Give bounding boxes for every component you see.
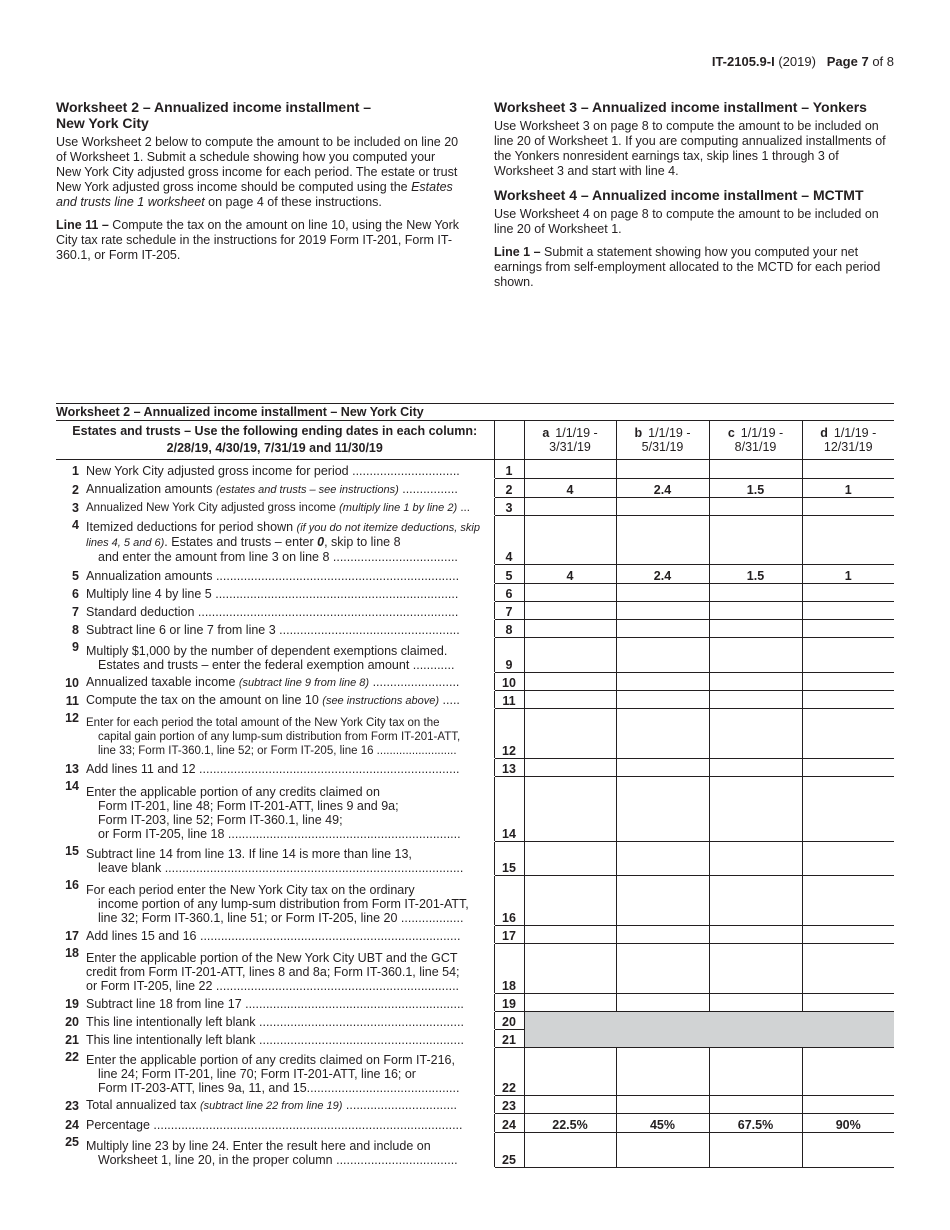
cell-b[interactable] [616,672,709,690]
cell-c[interactable] [709,459,802,478]
cell-b[interactable] [616,708,709,758]
cell-c[interactable] [709,601,802,619]
cell-d[interactable] [802,758,894,776]
cell-a[interactable] [524,459,616,478]
cell-a: 4 [524,478,616,497]
cell-a[interactable] [524,515,616,564]
line1-instruction: Line 1 – Submit a statement showing how you computed your net earnings from self-employment allocated to the MCTD for each period shown. [494,245,881,289]
line-box-number: 20 [494,1011,524,1029]
line-box-number: 8 [494,619,524,637]
cell-c[interactable] [709,583,802,601]
line-number: 12 [56,708,86,758]
table-row [56,943,894,993]
line-box-number: 22 [494,1047,524,1095]
ws4-paragraph: Use Worksheet 4 on page 8 to compute the amount to be included on line 20 of Worksheet 1. [494,207,879,236]
cell-a[interactable] [524,1132,616,1167]
cell-a[interactable] [524,925,616,943]
cell-a[interactable] [524,708,616,758]
cell-b[interactable] [616,459,709,478]
line-box-number: 6 [494,583,524,601]
cell-a[interactable] [524,776,616,841]
cell-a: 22.5% [524,1113,616,1132]
cell-c: 1.5 [709,478,802,497]
cell-b[interactable] [616,943,709,993]
cell-d[interactable] [802,875,894,925]
line-description: Multiply $1,000 by the number of dependent exemptions claimed. Estates and trusts – enter the federal exemption amount ............ [86,637,494,672]
cell-a[interactable] [524,841,616,875]
line-number: 6 [56,583,86,601]
cell-c[interactable] [709,690,802,708]
table-row [56,708,894,758]
cell-d[interactable] [802,993,894,1011]
table-row [56,841,894,875]
line-description: Compute the tax on the amount on line 10 (see instructions above) ..... [86,690,494,708]
cell-b: 2.4 [616,564,709,583]
cell-a[interactable] [524,875,616,925]
line-box-number: 1 [494,459,524,478]
ws3-paragraph: Use Worksheet 3 on page 8 to compute the amount to be included on line 20 of Worksheet 1. If you are computing annualized installments of the Yonkers nonresident earnings tax, skip lines 1 through 3 of Worksheet 3 and start with line 4. [494,119,886,178]
table-row [56,497,894,515]
line-description: Add lines 11 and 12 ........................................................................... [86,758,494,776]
line-description: Standard deduction ........................................................................... [86,601,494,619]
line-box-number: 24 [494,1113,524,1132]
table-row [56,776,894,841]
line-description: New York City adjusted gross income for period ............................... [86,459,494,478]
line-description: Annualization amounts ...................................................................... [86,564,494,583]
cell-d[interactable] [802,583,894,601]
line-number: 14 [56,776,86,841]
line-number: 5 [56,564,86,583]
line-box-number: 2 [494,478,524,497]
line-number: 10 [56,672,86,690]
cell-d: 1 [802,478,894,497]
line-number: 23 [56,1095,86,1113]
line-description: For each period enter the New York City tax on the ordinary income portion of any lump-sum distribution from Form IT-201-ATT, line 32; Form IT-360.1, line 51; or Form IT-205, line 20 .................. [86,875,494,925]
cell-a[interactable] [524,1095,616,1113]
line11-instruction: Line 11 – Compute the tax on the amount on line 10, using the New York City tax rate schedule in the instructions for 2019 Form IT-201, Form IT-360.1, or Form IT-205. [56,218,460,262]
line-box-number: 23 [494,1095,524,1113]
cell-a[interactable] [524,993,616,1011]
line-number: 18 [56,943,86,993]
cell-b[interactable] [616,497,709,515]
table-row [56,993,894,1011]
cell-d[interactable] [802,515,894,564]
line-box-number: 11 [494,690,524,708]
cell-b: 45% [616,1113,709,1132]
line-description: Subtract line 18 from line 17 ............................................................... [86,993,494,1011]
table-row [56,515,894,564]
table-row [56,925,894,943]
line-number: 3 [56,497,86,515]
right-instructions [494,99,894,298]
table-row [56,478,894,497]
table-row [56,619,894,637]
cell-c[interactable] [709,672,802,690]
cell-a[interactable] [524,1047,616,1095]
table-row [56,758,894,776]
cell-c[interactable] [709,1095,802,1113]
line-number: 7 [56,601,86,619]
column-c-header: c 1/1/19 - 8/31/19 [709,421,802,459]
cell-b[interactable] [616,601,709,619]
table-row [56,1047,894,1095]
table-row [56,690,894,708]
line-box-number: 14 [494,776,524,841]
cell-b[interactable] [616,1047,709,1095]
cell-d[interactable] [802,459,894,478]
estates-trusts-header: Estates and trusts – Use the following ending dates in each column: 2/28/19, 4/30/19, 7/31/19 and 11/30/19 [56,421,494,459]
line-description: Itemized deductions for period shown (if you do not itemize deductions, skip lines 4, 5 and 6). Estates and trusts – enter 0, skip to line 8 and enter the amount from line 3 on line 8 .................................... [86,515,494,564]
line-description: Subtract line 14 from line 13. If line 14 is more than line 13, leave blank ...................................................................................... [86,841,494,875]
line-box-number: 7 [494,601,524,619]
line-number: 4 [56,515,86,564]
line-number: 8 [56,619,86,637]
cell-a[interactable] [524,619,616,637]
column-d-header: d 1/1/19 - 12/31/19 [802,421,894,459]
page-header [712,54,894,69]
line-box-number: 16 [494,875,524,925]
cell-c[interactable] [709,841,802,875]
cell-b[interactable] [616,619,709,637]
cell-b[interactable] [616,1132,709,1167]
cell-c[interactable] [709,875,802,925]
shaded-blank-area [524,1011,894,1029]
cell-c: 1.5 [709,564,802,583]
cell-d[interactable] [802,690,894,708]
cell-d[interactable] [802,672,894,690]
form-year: (2019) [778,54,816,69]
line-description: Enter the applicable portion of the New York City UBT and the GCT credit from Form IT-201-ATT, lines 8 and 8a; Form IT-360.1, line 54; or Form IT-205, line 22 ...................................................................... [86,943,494,993]
column-b-header: b 1/1/19 - 5/31/19 [616,421,709,459]
line-box-number: 13 [494,758,524,776]
line-number: 15 [56,841,86,875]
cell-a[interactable] [524,497,616,515]
line-description: Enter for each period the total amount of the New York City tax on the capital gain portion of any lump-sum distribution from Form IT-201-ATT, line 33; Form IT-360.1, line 52; or Form IT-205, line 16 ......................... [86,708,494,758]
line-box-number: 17 [494,925,524,943]
line-description: Annualized taxable income (subtract line 9 from line 8) ......................... [86,672,494,690]
cell-b[interactable] [616,1095,709,1113]
cell-b[interactable] [616,758,709,776]
cell-d[interactable] [802,708,894,758]
cell-d[interactable] [802,601,894,619]
line-number: 19 [56,993,86,1011]
table-row [56,564,894,583]
cell-d[interactable] [802,925,894,943]
cell-c[interactable] [709,776,802,841]
table-row [56,1011,894,1029]
line-description: Enter the applicable portion of any credits claimed on Form IT-216, line 24; Form IT-201, line 70; Form IT-201-ATT, line 16; or Form IT-203-ATT, lines 9a, 11, and 15............................................ [86,1047,494,1095]
table-row [56,459,894,478]
table-row [56,583,894,601]
line-description: This line intentionally left blank ........................................................... [86,1011,494,1029]
shaded-blank-area [524,1029,894,1047]
cell-c[interactable] [709,637,802,672]
line-number: 17 [56,925,86,943]
line-description: Total annualized tax (subtract line 22 from line 19) ................................ [86,1095,494,1113]
line-number: 13 [56,758,86,776]
cell-b[interactable] [616,515,709,564]
cell-a[interactable] [524,637,616,672]
table-row [56,601,894,619]
cell-b[interactable] [616,875,709,925]
line-box-number: 21 [494,1029,524,1047]
form-id: IT-2105.9-I [711,54,775,69]
cell-d[interactable] [802,1095,894,1113]
line-description: This line intentionally left blank ........................................................... [86,1029,494,1047]
line-box-number: 12 [494,708,524,758]
line-description: Enter the applicable portion of any credits claimed on Form IT-201, line 48; Form IT-201-ATT, lines 9 and 9a; Form IT-203, line 52; Form IT-360.1, line 49; or Form IT-205, line 18 ................................................................... [86,776,494,841]
cell-c[interactable] [709,993,802,1011]
cell-d[interactable] [802,497,894,515]
cell-c[interactable] [709,925,802,943]
line-box-number: 3 [494,497,524,515]
line-box-number: 19 [494,993,524,1011]
cell-a[interactable] [524,943,616,993]
worksheet-table [56,421,894,1168]
ws3-heading: Worksheet 3 – Annualized income installment – Yonkers [494,99,867,115]
line-box-number: 10 [494,672,524,690]
cell-d[interactable] [802,619,894,637]
line-number: 1 [56,459,86,478]
line-box-number: 9 [494,637,524,672]
cell-c: 67.5% [709,1113,802,1132]
cell-d[interactable] [802,1047,894,1095]
line-description: Multiply line 4 by line 5 ...................................................................... [86,583,494,601]
cell-a[interactable] [524,583,616,601]
cell-c[interactable] [709,515,802,564]
cell-d[interactable] [802,637,894,672]
cell-c[interactable] [709,1132,802,1167]
line-box-number: 5 [494,564,524,583]
cell-b[interactable] [616,776,709,841]
line-description: Add lines 15 and 16 ........................................................................... [86,925,494,943]
page-label: Page 7 [826,54,869,69]
cell-d: 1 [802,564,894,583]
cell-a[interactable] [524,672,616,690]
cell-a[interactable] [524,690,616,708]
line-description: Multiply line 23 by line 24. Enter the result here and include on Worksheet 1, line 20, in the proper column ................................... [86,1132,494,1167]
line-box-number: 18 [494,943,524,993]
cell-a[interactable] [524,601,616,619]
line-number: 25 [56,1132,86,1167]
line-box-number: 25 [494,1132,524,1167]
page-of: of 8 [872,54,894,69]
table-row [56,1095,894,1113]
cell-b[interactable] [616,690,709,708]
line-box-number: 15 [494,841,524,875]
cell-c[interactable] [709,708,802,758]
column-a-header: a 1/1/19 - 3/31/19 [524,421,616,459]
cell-b[interactable] [616,993,709,1011]
left-instructions [56,99,461,271]
cell-d[interactable] [802,776,894,841]
cell-c[interactable] [709,943,802,993]
cell-c[interactable] [709,619,802,637]
cell-b[interactable] [616,925,709,943]
line-number: 21 [56,1029,86,1047]
cell-b[interactable] [616,841,709,875]
cell-b[interactable] [616,583,709,601]
table-row [56,672,894,690]
line-number: 11 [56,690,86,708]
table-row [56,875,894,925]
line-number: 16 [56,875,86,925]
line-number: 20 [56,1011,86,1029]
ws2-paragraph: Use Worksheet 2 below to compute the amount to be included on line 20 of Worksheet 1. Submit a schedule showing how you computed your New York City adjusted gross income for each period. The estate or trust New York adjusted gross income should be computed using the Estates and trusts line 1 worksheet on page 4 of these instructions. [56,135,459,209]
table-row [56,1132,894,1167]
line-number: 9 [56,637,86,672]
table-row [56,637,894,672]
worksheet-2 [56,403,894,1168]
line-description: Annualization amounts (estates and trusts – see instructions) ................ [86,478,494,497]
line-description: Annualized New York City adjusted gross income (multiply line 1 by line 2) ... [86,497,494,515]
cell-a[interactable] [524,758,616,776]
worksheet-header-row [56,421,894,459]
line-description: Subtract line 6 or line 7 from line 3 .................................................... [86,619,494,637]
line-number: 24 [56,1113,86,1132]
cell-d[interactable] [802,1132,894,1167]
line-box-number: 4 [494,515,524,564]
cell-b: 2.4 [616,478,709,497]
cell-c[interactable] [709,758,802,776]
cell-c[interactable] [709,497,802,515]
line-description: Percentage ......................................................................................... [86,1113,494,1132]
cell-d: 90% [802,1113,894,1132]
table-row [56,1029,894,1047]
worksheet-title: Worksheet 2 – Annualized income installment – New York City [56,403,894,421]
line-number: 2 [56,478,86,497]
table-row [56,1113,894,1132]
ws4-heading: Worksheet 4 – Annualized income installment – MCTMT [494,187,864,203]
cell-c[interactable] [709,1047,802,1095]
cell-a: 4 [524,564,616,583]
cell-d[interactable] [802,943,894,993]
line-number: 22 [56,1047,86,1095]
ws2-heading: Worksheet 2 – Annualized income installment – New York City [56,99,372,131]
cell-d[interactable] [802,841,894,875]
cell-b[interactable] [616,637,709,672]
